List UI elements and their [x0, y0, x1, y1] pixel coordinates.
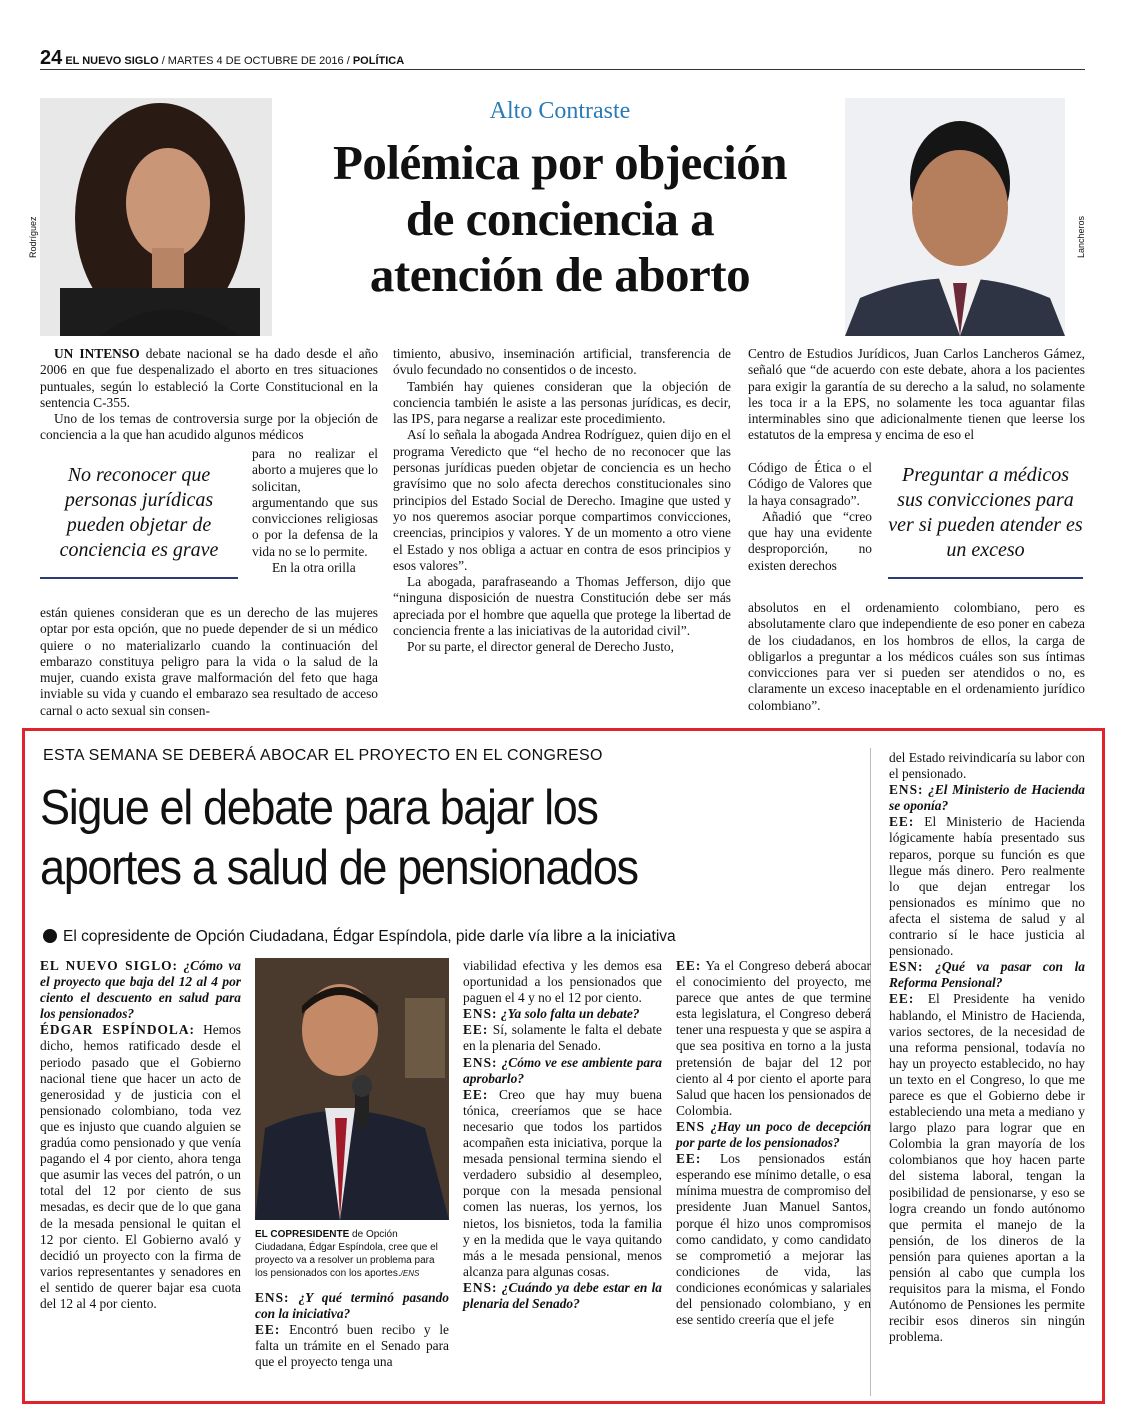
- interview-column-5: [889, 750, 1085, 1345]
- question: ¿Ya solo falta un debate?: [500, 1006, 640, 1022]
- interview-kicker: ESTA SEMANA SE DEBERÁ ABOCAR EL PROYECTO EN EL CONGRESO: [43, 747, 603, 764]
- issue-date: / MARTES 4 DE OCTUBRE DE 2016 /: [161, 55, 350, 67]
- interview-column-3: [463, 958, 662, 1312]
- answer: Ya el Congreso deberá abocar el conocimiento del proyecto, me parece que antes de que termine esta legislatura, el Congreso deberá tener una respuesta y que se aspira a que sea positiva en torno a la justa pretensión de bajar del 12 por ciento al 4 por ciento el aporte para Salud que hacen los pensionados de Colombia.: [676, 958, 871, 1118]
- article-column-3: [748, 346, 1085, 444]
- a-label: EE:: [889, 814, 915, 830]
- q-label: ENS:: [463, 1054, 498, 1070]
- pull-quote-text: No reconocer que personas jurídicas pueden objetar de conciencia es grave: [59, 464, 219, 561]
- q-label: EL NUEVO SIGLO:: [40, 958, 178, 973]
- headline-line: atención de aborto: [369, 247, 751, 302]
- a-label: ÉDGAR ESPÍNDOLA:: [40, 1022, 195, 1038]
- pull-quote-right: [888, 463, 1083, 579]
- photo-credit-right: Lancheros: [1076, 215, 1086, 258]
- masthead: [40, 47, 1085, 70]
- a-label: EE:: [463, 1022, 489, 1038]
- answer: Sí, solamente le falta el debate en la plenaria del Senado.: [463, 1022, 662, 1054]
- divider: [40, 577, 238, 579]
- article-column-1-wrap: [252, 446, 378, 576]
- caption-text: de Opción Ciudadana, Édgar Espíndola, cree que el proyecto va a resolver un problema para los pensionados con los aportes.: [255, 1229, 438, 1279]
- question: ¿Cómo ve ese ambiente para aprobarlo?: [463, 1054, 662, 1086]
- answer: Creo que hay muy buena tónica, creeríamos que se hace necesario que todos los partidos acompañen esta iniciativa, porque la mesada pensional termina siendo el verdadero subsidio al desempleo, porque con la mesada pensional comen las nueras, los yernos, los nietos, los bisnietos, toda la familia y en la medida que le vaya quitando más a le mesada pensional, menos alcanza para algunas cosas.: [463, 1086, 662, 1279]
- answer: Los pensionados están esperando ese mínimo detalle, o esa mínima muestra de compromiso del presidente Juan Manuel Santos, porque él hizo unos compromisos como candidato, y como candidato se comprometió a mejorar las condiciones de vida, las condiciones económicas y salariales del pensionado colombiano, y en ese sentido creería que el jefe: [676, 1151, 871, 1328]
- paragraph: En la otra orilla: [272, 560, 356, 576]
- headline-line: Polémica por objeción: [332, 135, 788, 190]
- a-label: EE:: [676, 958, 702, 973]
- paragraph: Uno de los temas de controversia surge por la objeción de conciencia a la que han acudido algunos médicos: [40, 411, 378, 443]
- question: ¿Qué va pasar con la Reforma Pensional?: [889, 959, 1085, 991]
- page-number: 24: [40, 47, 63, 69]
- pull-quote-left: [40, 463, 238, 579]
- question: ¿Cuándo ya debe estar en la plenaria del Senado?: [463, 1279, 662, 1311]
- lead-in: UN INTENSO: [54, 346, 140, 361]
- paragraph: Código de Ética o el Código de Valores que la haya consagrado”.: [748, 460, 872, 508]
- interview-column-4: [676, 958, 871, 1328]
- answer: del Estado reivindicaría su labor con el pensionado.: [889, 750, 1085, 782]
- interview-column-1: [40, 958, 241, 1312]
- paragraph: También hay quienes consideran que la objeción de conciencia también le asiste a las personas jurídicas, es decir, las IPS, para negarse a realizar este procedimiento.: [393, 378, 731, 427]
- article-column-3-wrap: [748, 460, 872, 574]
- a-label: EE:: [463, 1086, 489, 1102]
- subheadline-text: El copresidente de Opción Ciudadana, Édgar Espíndola, pide darle vía libre a la iniciativa: [63, 928, 676, 945]
- paragraph: debate nacional se ha dado desde el año 2006 en que fue despenalizado el aborto en tres situaciones puntuales, según lo estableció la Corte Constitucional en la sentencia C-355.: [40, 346, 379, 410]
- bullet-icon: [43, 929, 57, 943]
- a-label: EE:: [255, 1322, 281, 1338]
- a-label: EE:: [889, 991, 915, 1007]
- answer: Hemos dicho, hemos ratificado desde el periodo pasado que el Gobierno nacional tiene que hacer un acto de generosidad y de justicia con el pensionado colombiano, toda vez que es injusto que cuando alguien se gradúa como pensionado y que venía pagando el 4 por ciento, ahora tenga que asumir las veces del patrón, o un total del 12 por ciento de sus mesadas, es decir que de lo que gana de la mesada pensional le quitan el 12 por ciento. El Gobierno avaló y decidió un proyecto con la firma de varios representantes y senadores en el sentido de querer bajar esa cuota del 12 al 4 por ciento.: [40, 1022, 241, 1311]
- headline-line: de conciencia a: [405, 191, 715, 246]
- paragraph: Así lo señala la abogada Andrea Rodríguez, quien dijo en el programa Veredicto que “el hecho de no reconocer que las personas jurídicas pueden objetar de conciencia es un hecho gravísimo que no solo afecta derechos constitucionales sino principios del Estado Social de Derecho. Imagine que usted y yo nos queremos asociar porque compartimos convicciones, creencias, principios y valores. Y de un momento a otro viene el Estado y nos obliga a actuar en contra de esos principios y esos valores”.: [393, 427, 731, 573]
- article-column-1: [40, 346, 378, 444]
- photo-espindola: [255, 958, 449, 1220]
- paragraph: Centro de Estudios Jurídicos, Juan Carlos Lancheros Gámez, señaló que “de acuerdo con este debate, ahora a los pacientes para exigir la garantía de su derecho a la salud, no solamente les toca ir a la EPS, no solamente les toca aguantar filas interminables sino que adicionalmente tienen que leerse los estatutos de la empresa y encima de eso el: [748, 346, 1085, 443]
- a-label: EE:: [676, 1151, 702, 1167]
- paragraph: absolutos en el ordenamiento colombiano, pero es absolutamente claro que independiente de eso poner en cabeza de los ciudadanos, en los hombros de ellos, la carga de obligarlos a preguntar a los médicos cuáles son sus íntimas convicciones para ver si pueden ser atendidos o no, es claramente un exceso inaceptable en el ordenamiento jurídico colombiano”.: [748, 600, 1085, 713]
- paragraph: están quienes consideran que es un derecho de las mujeres optar por esta opción, que no puede depender de si un médico quiere o no materializarlo cuando la continuación del embarazo constituya peligro para la vida o la salud de la mujer, cuando exista grave malformación del feto que haga inviable su vida y cuando el embarazo sea resultado de acceso carnal o acto sexual sin consen-: [40, 605, 378, 718]
- paper-name: EL NUEVO SIGLO: [65, 55, 159, 67]
- q-label: ENS:: [463, 1279, 498, 1295]
- q-label: ENS: [676, 1118, 706, 1134]
- interview-subheadline: [43, 928, 863, 946]
- answer: El Presidente ha venido hablando, el Ministro de Hacienda, varios sectores, de la necesidad de una reforma pensional, todavía no hay un proyecto establecido, no hay un texto en el Congreso, lo que me parece es que el Gobierno debe ir estableciendo una meta a mediano y largo plazo para lograr que en Colombia la gran mayoría de los colombianos que hoy hacen parte del sistema laboral, tengan la posibilidad de pensionarse, y eso se logra creando un fondo autónomo que permita el manejo de la pensión, de los dineros de la pensión para quienes aportan a la pensión al cabo que cumpla los requisitos para la misma, el Fondo Autónomo de Pensiones les permite recibir esos dineros sin ningún problema.: [889, 991, 1085, 1345]
- paragraph: Por su parte, el director general de Derecho Justo,: [407, 639, 674, 655]
- photo-caption: [255, 1228, 449, 1280]
- question: ¿Hay un poco de decepción por parte de los pensionados?: [676, 1118, 871, 1151]
- answer: Encontró buen recibo y le falta un trámite en el Senado para que el proyecto tenga una: [255, 1322, 449, 1370]
- headline-top: [240, 135, 880, 303]
- interview-column-2: [255, 1290, 449, 1370]
- q-label: ENS:: [889, 782, 924, 798]
- paragraph: timiento, abusivo, inseminación artificial, transferencia de óvulo fecundado no consentidos o de incesto.: [393, 346, 731, 378]
- caption-lead: EL COPRESIDENTE: [255, 1229, 350, 1240]
- answer: viabilidad efectiva y les demos esa oportunidad a los pensionados que paguen el 4 y no el 12 por ciento.: [463, 958, 662, 1006]
- article-column-3-bottom: [748, 600, 1085, 714]
- question: ¿Cómo va el proyecto que baja del 12 al 4 por ciento el descuento en salud para los pensionados?: [40, 958, 241, 1022]
- paragraph: La abogada, parafraseando a Thomas Jefferson, dijo que “ninguna disposición de nuestra Constitución debe ser más apreciada por el hombre que aquella que protege la libertad de conciencia frente a las iniciativas de la autoridad civil”.: [393, 574, 731, 639]
- section-kicker: Alto Contraste: [489, 98, 631, 124]
- headline-line: Sigue el debate para bajar los: [40, 781, 598, 835]
- photo-rodriguez: [40, 98, 272, 336]
- q-label: ESN:: [889, 959, 924, 975]
- answer: El Ministerio de Hacienda lógicamente había presentado sus reparos, porque su función es que llegue más dinero. Pero realmente lo que dejan entregar los pensionados es mínimo que no afecta el sistema de salud y al contrario sí le hace justicia al pensionado.: [889, 814, 1085, 959]
- q-label: ENS:: [255, 1290, 290, 1305]
- section-name: POLÍTICA: [352, 55, 405, 67]
- article-column-1-bottom: [40, 605, 378, 719]
- question: ¿El Ministerio de Hacienda se oponía?: [889, 782, 1085, 814]
- pull-quote-text: Preguntar a médicos sus convicciones para ver si pueden atender es un exceso: [888, 464, 1083, 561]
- q-label: ENS:: [463, 1006, 498, 1022]
- question: ¿Y qué terminó pasando con la iniciativa?: [255, 1290, 449, 1322]
- paragraph: para no realizar el aborto a mujeres que lo solicitan, argumentando que sus convicciones religiosas o por la defensa de la vida no se lo permite.: [252, 446, 378, 559]
- photo-credit-left: Rodríguez: [28, 216, 38, 258]
- divider: [888, 577, 1083, 579]
- article-column-2: [393, 346, 731, 656]
- paragraph: Añadió que “creo que hay una evidente desproporción, no existen derechos: [748, 508, 872, 573]
- caption-credit: /ENS: [400, 1269, 420, 1278]
- headline-line: aportes a salud de pensionados: [40, 841, 638, 895]
- interview-headline: [40, 778, 804, 898]
